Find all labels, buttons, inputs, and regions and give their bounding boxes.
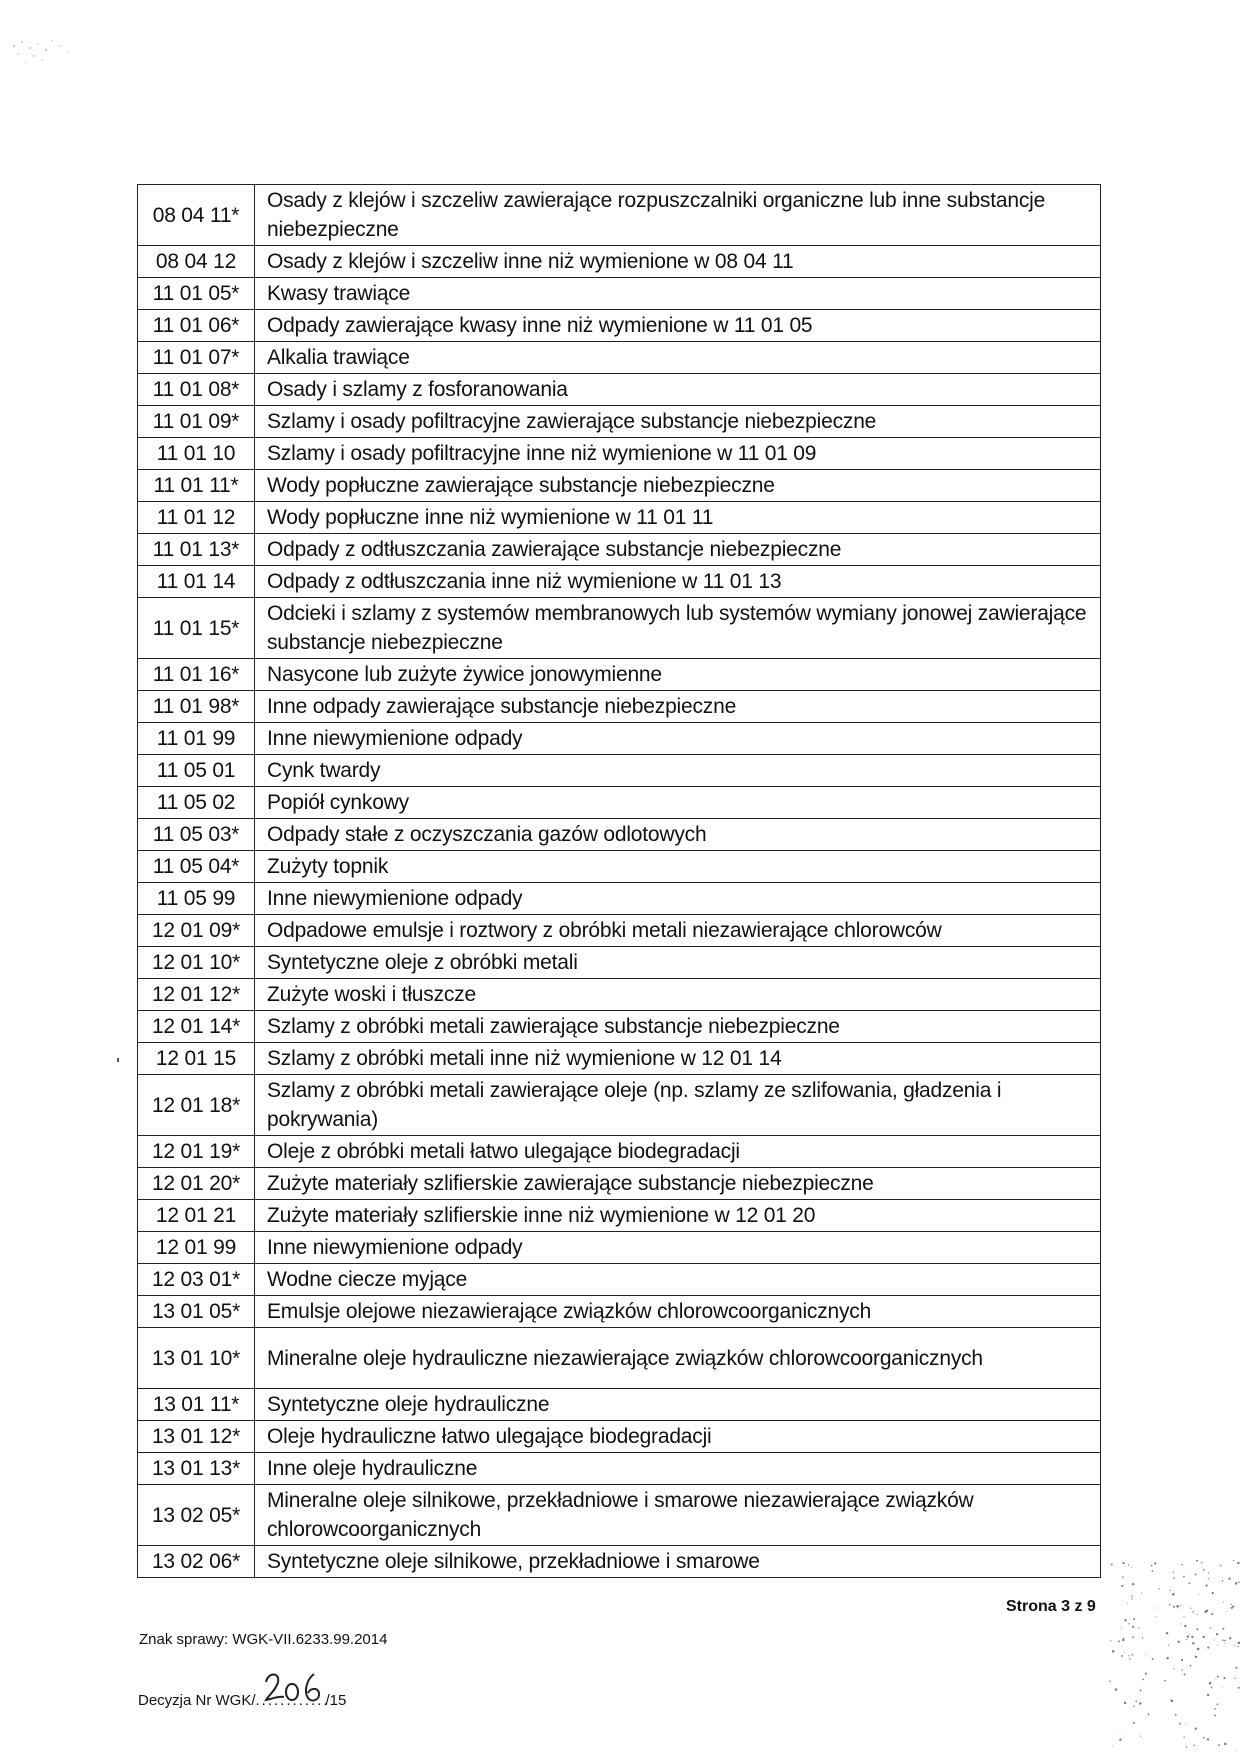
- waste-name-cell: Popiół cynkowy: [255, 787, 1101, 819]
- table-row: [138, 1546, 1101, 1578]
- waste-code-cell: 11 01 11*: [138, 470, 255, 502]
- scan-noise-stain: [1090, 1560, 1240, 1754]
- waste-code-cell: 13 01 10*: [138, 1328, 255, 1389]
- table-row: [138, 406, 1101, 438]
- waste-code-cell: 13 01 12*: [138, 1421, 255, 1453]
- waste-code-cell: 11 05 04*: [138, 851, 255, 883]
- waste-name-cell: Osady z klejów i szczeliw zawierające rozpuszczalniki organiczne lub inne substancje niebezpieczne: [255, 185, 1101, 246]
- waste-code-cell: 11 01 14: [138, 566, 255, 598]
- table-row: [138, 342, 1101, 374]
- waste-name-cell: Zużyte materiały szlifierskie inne niż wymienione w 12 01 20: [255, 1200, 1101, 1232]
- table-row: [138, 1421, 1101, 1453]
- waste-name-cell: Wodne ciecze myjące: [255, 1264, 1101, 1296]
- waste-name-cell: Szlamy z obróbki metali zawierające substancje niebezpieczne: [255, 1011, 1101, 1043]
- waste-name-cell: Osady i szlamy z fosforanowania: [255, 374, 1101, 406]
- waste-name-cell: Wody popłuczne zawierające substancje niebezpieczne: [255, 470, 1101, 502]
- table-row: [138, 374, 1101, 406]
- waste-name-cell: Inne niewymienione odpady: [255, 723, 1101, 755]
- waste-name-cell: Odpadowe emulsje i roztwory z obróbki metali niezawierające chlorowców: [255, 915, 1101, 947]
- waste-name-cell: Oleje hydrauliczne łatwo ulegające biodegradacji: [255, 1421, 1101, 1453]
- waste-name-cell: Wody popłuczne inne niż wymienione w 11 01 11: [255, 502, 1101, 534]
- table-row: [138, 1075, 1101, 1136]
- waste-code-cell: 12 01 18*: [138, 1075, 255, 1136]
- table-row: [138, 883, 1101, 915]
- table-row: [138, 246, 1101, 278]
- waste-code-cell: 11 01 98*: [138, 691, 255, 723]
- waste-code-cell: 11 05 03*: [138, 819, 255, 851]
- waste-name-cell: Syntetyczne oleje z obróbki metali: [255, 947, 1101, 979]
- waste-name-cell: Mineralne oleje hydrauliczne niezawierające związków chlorowcoorganicznych: [255, 1328, 1101, 1389]
- decision-suffix: /15: [325, 1692, 347, 1709]
- waste-code-cell: 11 01 16*: [138, 659, 255, 691]
- waste-name-cell: Cynk twardy: [255, 755, 1101, 787]
- table-row: [138, 278, 1101, 310]
- waste-code-cell: 12 01 12*: [138, 979, 255, 1011]
- waste-name-cell: Szlamy i osady pofiltracyjne zawierające substancje niebezpieczne: [255, 406, 1101, 438]
- margin-mark: [117, 1058, 119, 1062]
- scan-speckle: [8, 38, 88, 78]
- waste-code-cell: 11 01 12: [138, 502, 255, 534]
- table-row: [138, 659, 1101, 691]
- table-row: [138, 1389, 1101, 1421]
- waste-code-cell: 13 01 05*: [138, 1296, 255, 1328]
- waste-code-cell: 11 01 09*: [138, 406, 255, 438]
- table-row: [138, 691, 1101, 723]
- table-row: [138, 438, 1101, 470]
- table-row: [138, 598, 1101, 659]
- table-row: [138, 1136, 1101, 1168]
- waste-name-cell: Zużyte woski i tłuszcze: [255, 979, 1101, 1011]
- waste-code-cell: 12 01 99: [138, 1232, 255, 1264]
- table-row: [138, 470, 1101, 502]
- waste-code-cell: 11 01 06*: [138, 310, 255, 342]
- waste-code-cell: 12 01 09*: [138, 915, 255, 947]
- waste-code-cell: 11 05 02: [138, 787, 255, 819]
- table-row: [138, 1043, 1101, 1075]
- decision-prefix: Decyzja Nr WGK/: [138, 1692, 256, 1709]
- table-row: [138, 819, 1101, 851]
- waste-code-cell: 11 05 01: [138, 755, 255, 787]
- handwritten-number-signature: [262, 1666, 328, 1706]
- table-row: [138, 979, 1101, 1011]
- table-row: [138, 1232, 1101, 1264]
- table-row: [138, 915, 1101, 947]
- table-row: [138, 502, 1101, 534]
- waste-name-cell: Syntetyczne oleje hydrauliczne: [255, 1389, 1101, 1421]
- table-row: [138, 1296, 1101, 1328]
- waste-name-cell: Alkalia trawiące: [255, 342, 1101, 374]
- decision-number: [138, 1692, 346, 1709]
- waste-code-cell: 13 02 06*: [138, 1546, 255, 1578]
- waste-name-cell: Inne odpady zawierające substancje niebezpieczne: [255, 691, 1101, 723]
- table-row: [138, 1453, 1101, 1485]
- waste-name-cell: Inne niewymienione odpady: [255, 1232, 1101, 1264]
- waste-name-cell: Odpady z odtłuszczania zawierające substancje niebezpieczne: [255, 534, 1101, 566]
- waste-name-cell: Nasycone lub zużyte żywice jonowymienne: [255, 659, 1101, 691]
- table-row: [138, 755, 1101, 787]
- waste-code-cell: 13 01 13*: [138, 1453, 255, 1485]
- waste-name-cell: Emulsje olejowe niezawierające związków chlorowcoorganicznych: [255, 1296, 1101, 1328]
- waste-name-cell: Odpady z odtłuszczania inne niż wymienione w 11 01 13: [255, 566, 1101, 598]
- waste-name-cell: Szlamy z obróbki metali inne niż wymienione w 12 01 14: [255, 1043, 1101, 1075]
- case-reference: Znak sprawy: WGK-VII.6233.99.2014: [139, 1631, 388, 1648]
- table-row: [138, 787, 1101, 819]
- table-row: [138, 1264, 1101, 1296]
- waste-code-cell: 13 02 05*: [138, 1485, 255, 1546]
- table-row: [138, 1200, 1101, 1232]
- table-row: [138, 310, 1101, 342]
- waste-code-cell: 12 01 10*: [138, 947, 255, 979]
- waste-name-cell: Kwasy trawiące: [255, 278, 1101, 310]
- waste-name-cell: Szlamy i osady pofiltracyjne inne niż wymienione w 11 01 09: [255, 438, 1101, 470]
- waste-code-cell: 12 01 20*: [138, 1168, 255, 1200]
- table-row: [138, 947, 1101, 979]
- waste-code-cell: 11 01 07*: [138, 342, 255, 374]
- waste-code-cell: 12 01 19*: [138, 1136, 255, 1168]
- waste-codes-table: [137, 184, 1101, 1578]
- table-row: [138, 185, 1101, 246]
- page-number: Strona 3 z 9: [1006, 1598, 1096, 1615]
- table-row: [138, 1011, 1101, 1043]
- waste-code-cell: 12 03 01*: [138, 1264, 255, 1296]
- waste-name-cell: Osady z klejów i szczeliw inne niż wymienione w 08 04 11: [255, 246, 1101, 278]
- table-row: [138, 1328, 1101, 1389]
- waste-code-cell: 11 01 05*: [138, 278, 255, 310]
- table-row: [138, 851, 1101, 883]
- waste-name-cell: Zużyty topnik: [255, 851, 1101, 883]
- waste-name-cell: Mineralne oleje silnikowe, przekładniowe i smarowe niezawierające związków chlorowcoorganicznych: [255, 1485, 1101, 1546]
- waste-code-cell: 12 01 15: [138, 1043, 255, 1075]
- waste-name-cell: Inne oleje hydrauliczne: [255, 1453, 1101, 1485]
- waste-name-cell: Zużyte materiały szlifierskie zawierające substancje niebezpieczne: [255, 1168, 1101, 1200]
- waste-code-cell: 13 01 11*: [138, 1389, 255, 1421]
- table-row: [138, 1168, 1101, 1200]
- waste-code-cell: 11 01 13*: [138, 534, 255, 566]
- table-row: [138, 566, 1101, 598]
- table-row: [138, 723, 1101, 755]
- waste-code-cell: 11 01 10: [138, 438, 255, 470]
- waste-name-cell: Odpady stałe z oczyszczania gazów odlotowych: [255, 819, 1101, 851]
- waste-code-cell: 08 04 12: [138, 246, 255, 278]
- waste-name-cell: Syntetyczne oleje silnikowe, przekładniowe i smarowe: [255, 1546, 1101, 1578]
- waste-code-cell: 11 05 99: [138, 883, 255, 915]
- waste-code-cell: 12 01 14*: [138, 1011, 255, 1043]
- waste-code-cell: 12 01 21: [138, 1200, 255, 1232]
- waste-name-cell: Inne niewymienione odpady: [255, 883, 1101, 915]
- waste-code-cell: 08 04 11*: [138, 185, 255, 246]
- waste-name-cell: Odcieki i szlamy z systemów membranowych lub systemów wymiany jonowej zawierające substancje niebezpieczne: [255, 598, 1101, 659]
- decision-number-blank: ............: [256, 1692, 326, 1709]
- waste-name-cell: Odpady zawierające kwasy inne niż wymienione w 11 01 05: [255, 310, 1101, 342]
- waste-code-cell: 11 01 08*: [138, 374, 255, 406]
- table-row: [138, 1485, 1101, 1546]
- table-row: [138, 534, 1101, 566]
- waste-code-cell: 11 01 99: [138, 723, 255, 755]
- waste-name-cell: Szlamy z obróbki metali zawierające oleje (np. szlamy ze szlifowania, gładzenia i pokrywania): [255, 1075, 1101, 1136]
- waste-code-cell: 11 01 15*: [138, 598, 255, 659]
- waste-name-cell: Oleje z obróbki metali łatwo ulegające biodegradacji: [255, 1136, 1101, 1168]
